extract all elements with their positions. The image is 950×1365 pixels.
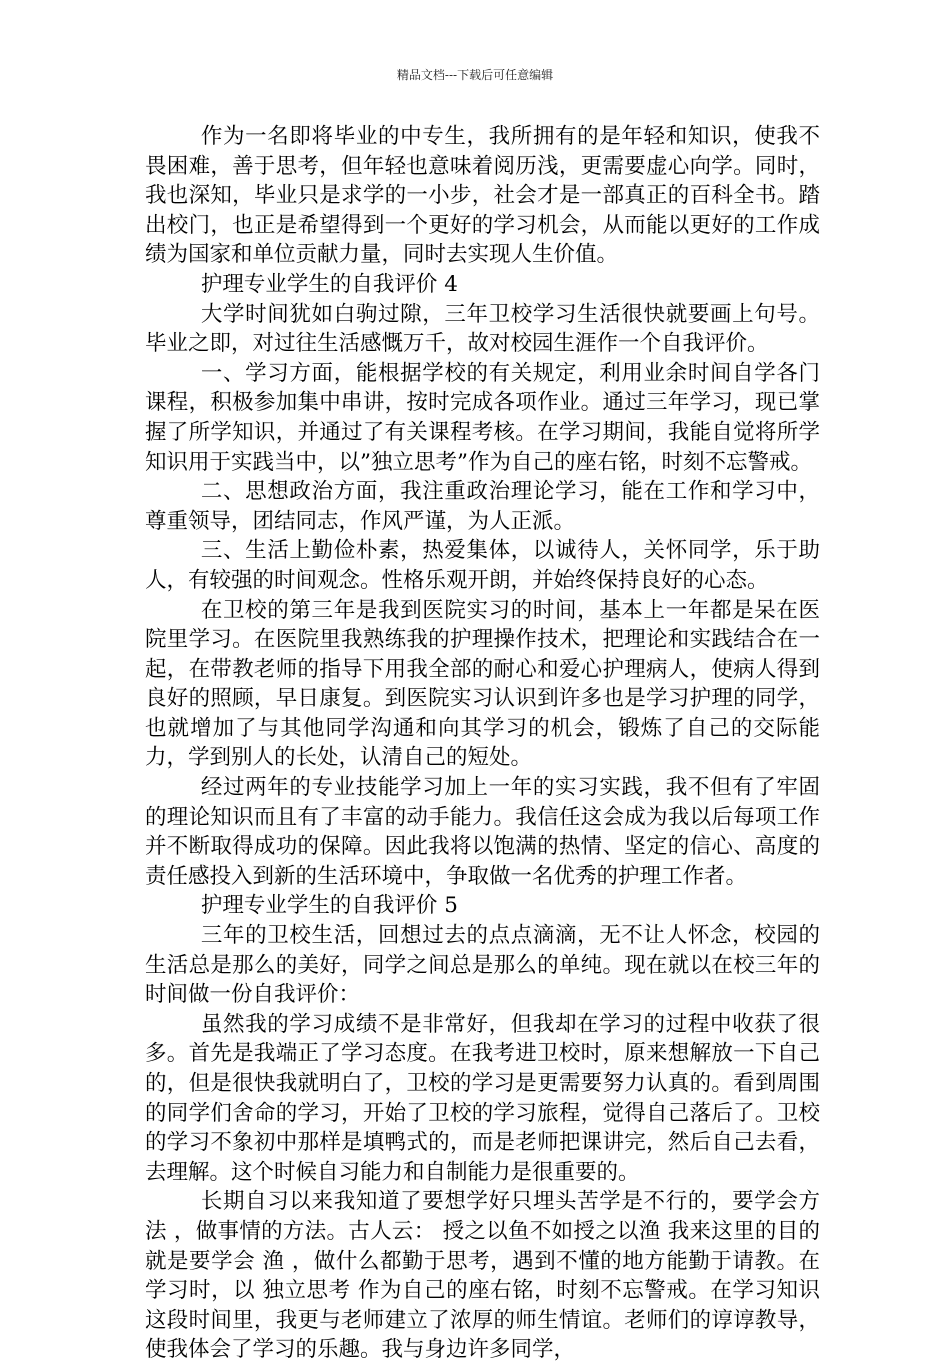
paragraph: 作为一名即将毕业的中专生，我所拥有的是年轻和知识，使我不畏困难，善于思考，但年轻也意味着阅历浅，更需要虚心向学。同时，我也深知，毕业只是求学的一小步，社会才是一部真正的百科全书。踏出校门，也正是希望得到一个更好的学习机会，从而能以更好的工作成绩为国家和单位贡献力量，同时去实现人生价值。 [145,124,820,268]
paragraph: 长期自习以来我知道了要想学好只埋头苦学是不行的，要学会方法 ，做事情的方法。古人云： 授之以鱼不如授之以渔 我来这里的目的就是要学会 渔 ，做什么都勤于思考，遇到不懂的地方能勤于请教。在学习时，以 独立思考 作为自己的座右铭，时刻不忘警戒。在学习知识这段时间里，我更与老师建立了浓厚的师生情谊。老师们的谆谆教导，使我体会了学习的乐趣。我与身边许多同学， [145,1189,820,1363]
page-header: 精品文档---下载后可任意编辑 [396,68,554,82]
section-heading: 护理专业学生的自我评价 4 [200,271,458,297]
paragraph: 二、思想政治方面，我注重政治理论学习，能在工作和学习中，尊重领导，团结同志，作风严谨，为人正派。 [145,479,820,534]
paragraph: 大学时间犹如白驹过隙，三年卫校学习生活很快就要画上句号。毕业之即，对过往生活感慨万千，故对校园生涯作一个自我评价。 [145,301,820,357]
paragraph: 经过两年的专业技能学习加上一年的实习实践，我不但有了牢固的理论知识而且有了丰富的动手能力。我信任这会成为我以后每项工作并不断取得成功的保障。因此我将以饱满的热情、坚定的信心、高度的责任感投入到新的生活环境中，争取做一名优秀的护理工作者。 [145,775,820,889]
document-body [145,122,820,1365]
paragraph: 虽然我的学习成绩不是非常好，但我却在学习的过程中收获了很多。首先是我端正了学习态度。在我考进卫校时，原来想解放一下自己的，但是很快我就明白了，卫校的学习是更需要努力认真的。看到周围的同学们舍命的学习，开始了卫校的学习旅程，觉得自己落后了。卫校的学习不象初中那样是填鸭式的，而是老师把课讲完，然后自己去看，去理解。这个时候自习能力和自制能力是很重要的。 [145,1011,820,1185]
paragraph: 三、生活上勤俭朴素，热爱集体，以诚待人，关怀同学，乐于助人，有较强的时间观念。性格乐观开朗，并始终保持良好的心态。 [145,538,820,593]
paragraph: 一、学习方面，能根据学校的有关规定，利用业余时间自学各门课程，积极参加集中串讲，按时完成各项作业。通过三年学习，现已掌握了所学知识，并通过了有关课程考核。在学习期间，我能自觉将所学知识用于实践当中，以”独立思考”作为自己的座右铭，时刻不忘警戒。 [145,360,820,475]
section-heading: 护理专业学生的自我评价 5 [200,893,458,919]
paragraph: 在卫校的第三年是我到医院实习的时间，基本上一年都是呆在医院里学习。在医院里我熟练我的护理操作技术，把理论和实践结合在一起，在带教老师的指导下用我全部的耐心和爱心护理病人，使病人得到良好的照顾，早日康复。到医院实习认识到许多也是学习护理的同学，也就增加了与其他同学沟通和向其学习的机会，锻炼了自己的交际能力，学到别人的长处，认清自己的短处。 [145,597,820,771]
paragraph: 三年的卫校生活，回想过去的点点滴滴，无不让人怀念，校园的生活总是那么的美好，同学之间总是那么的单纯。现在就以在校三年的时间做一份自我评价： [145,923,820,1008]
